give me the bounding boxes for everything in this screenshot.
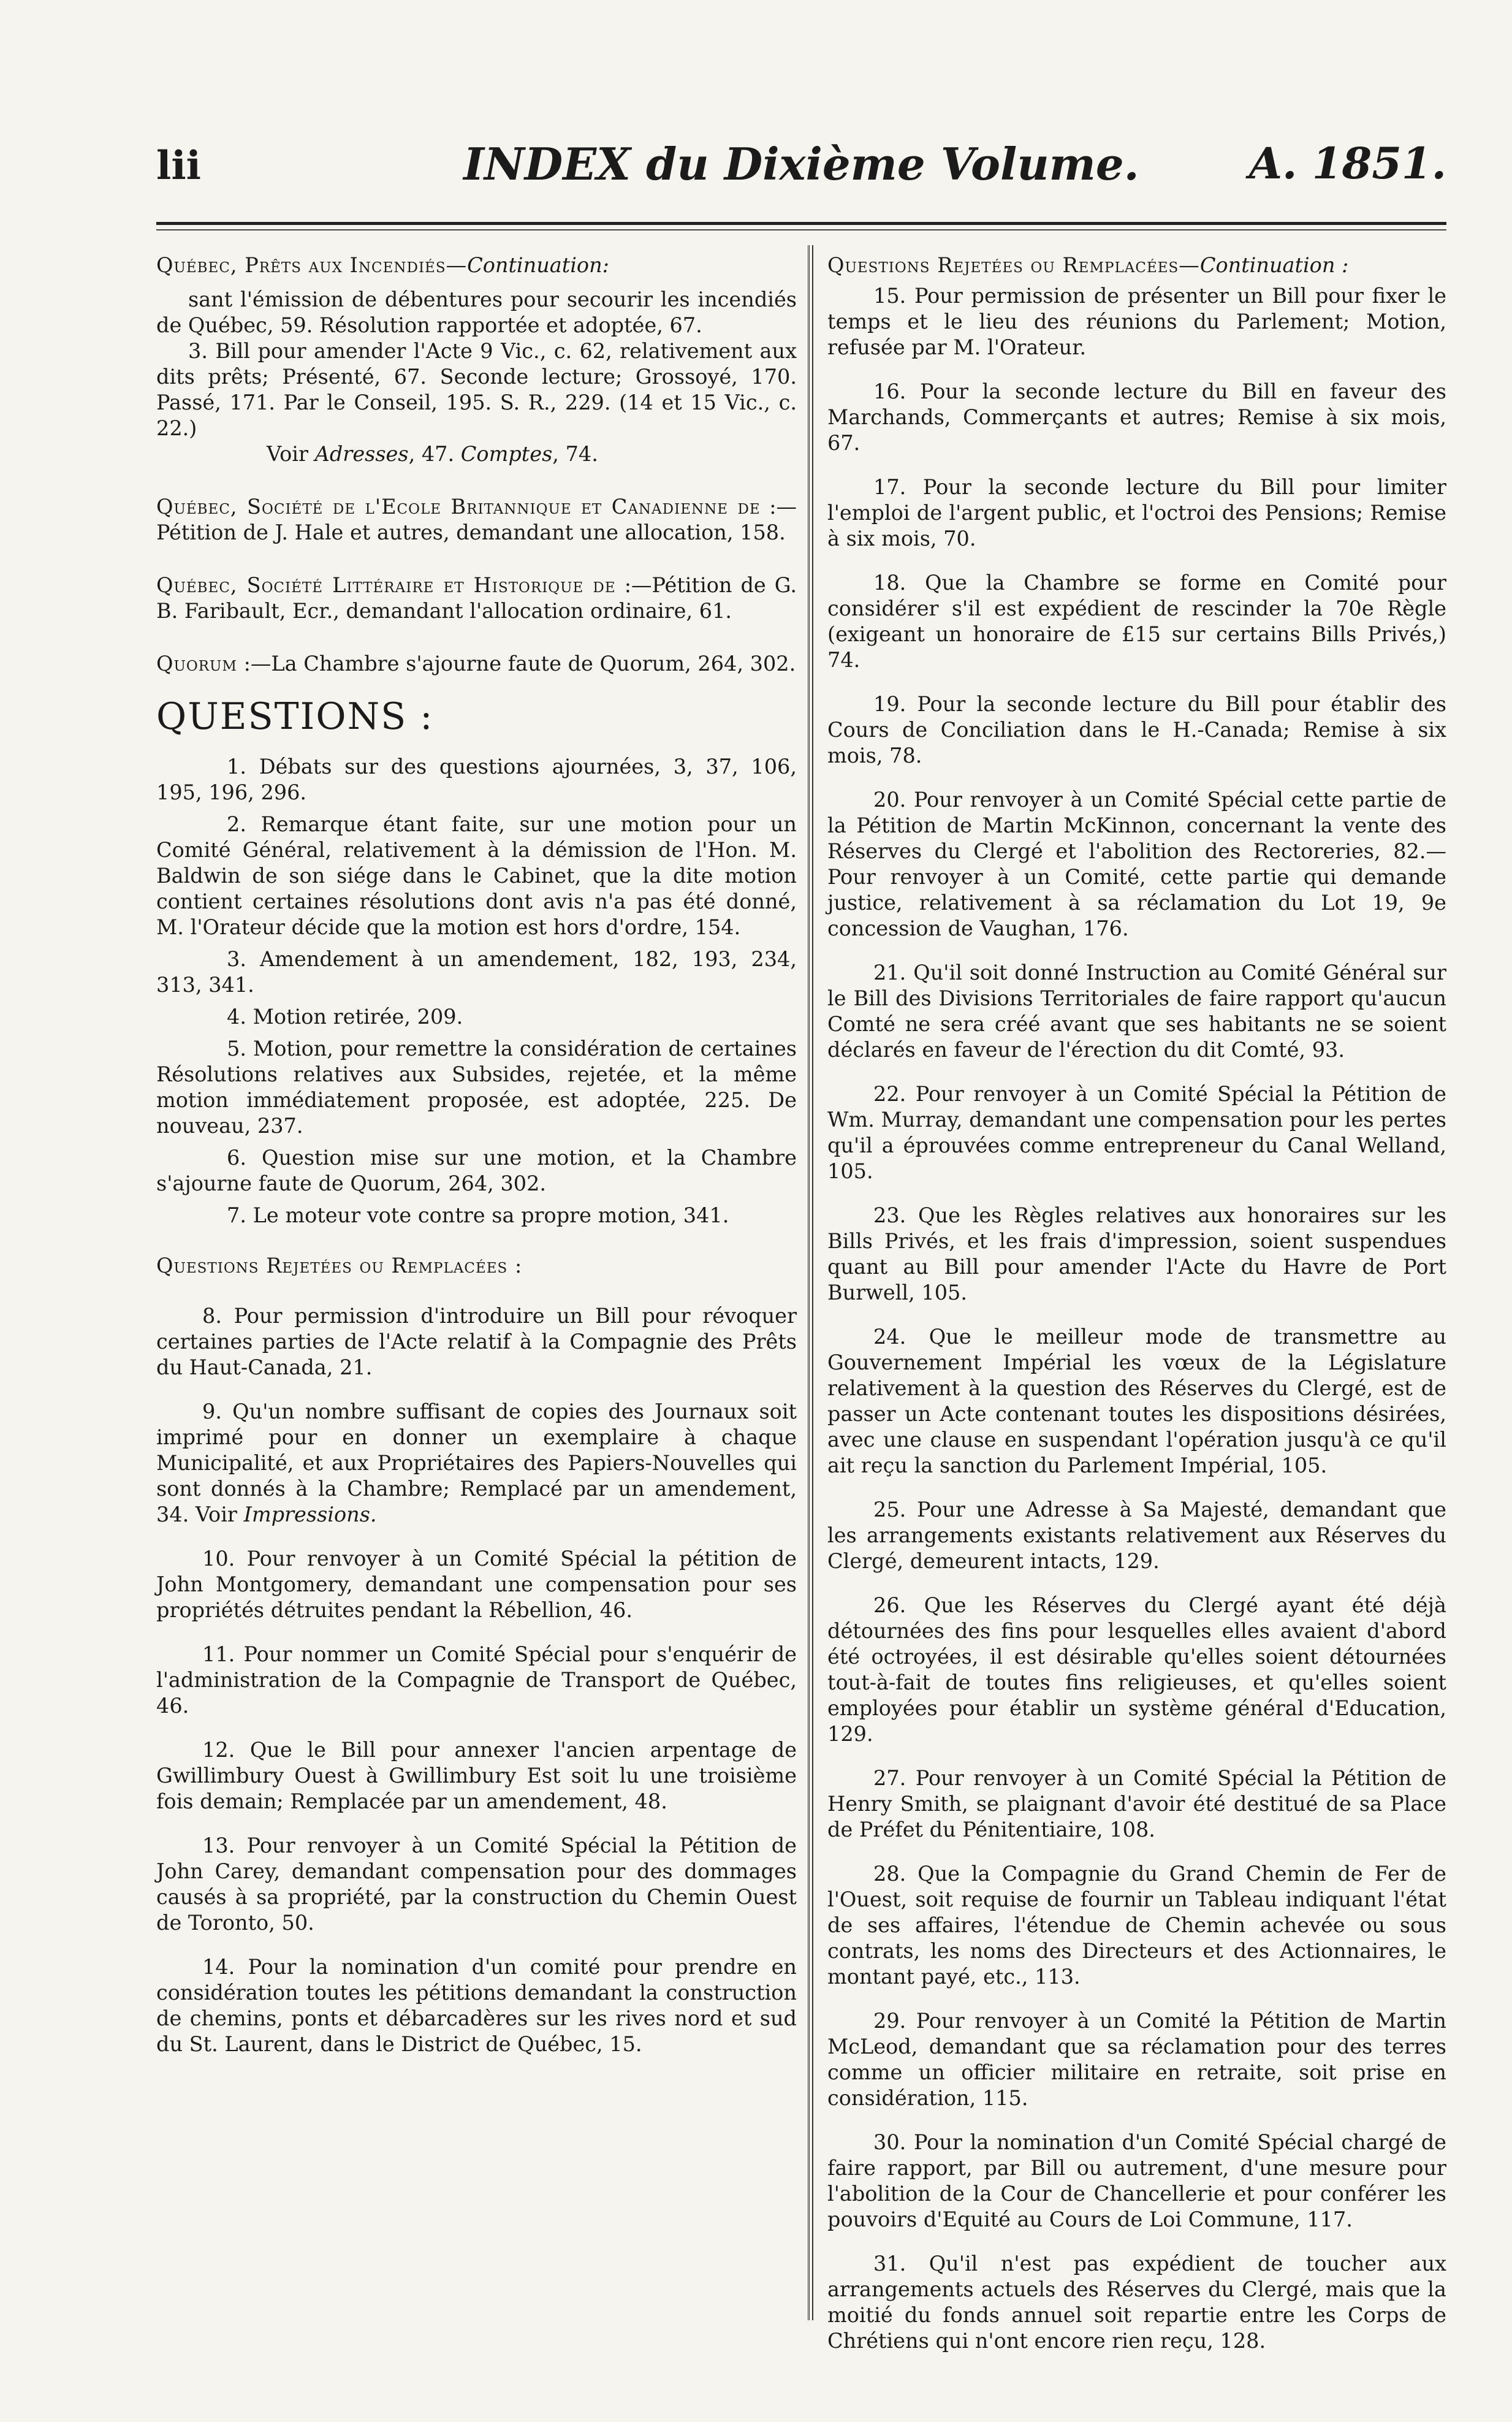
page-header — [156, 138, 1446, 193]
question-item: 2. Remarque étant faite, sur une motion pour un Comité Général, relativement à la démission de l'Hon. M. Baldwin de son siége dans le Cabinet, que la dite motion contient certaines résolutions dont avis n'a pas été donné, M. l'Orateur décide que la motion est hors d'ordre, 154. — [156, 812, 797, 939]
entry-heading: Québec, Société Littéraire et Historique de — [156, 573, 616, 597]
question-item: 23. Que les Règles relatives aux honoraires sur les Bills Privés, et les frais d'impression, soient suspendues quant au Bill pour amender l'Acte du Havre de Port Burwell, 105. — [827, 1203, 1446, 1304]
continuation-heading: Questions Rejetées ou Remplacées— — [827, 253, 1200, 277]
question-item: 17. Pour la seconde lecture du Bill pour limiter l'emploi de l'argent public, et l'octroi des Pensions; Remise à six mois, 70. — [827, 475, 1446, 550]
year: A. 1851. — [1248, 138, 1446, 189]
index-entry-quebec-prets — [156, 253, 797, 467]
question-item: 25. Pour une Adresse à Sa Majesté, demandant que les arrangements existants relativement aux Réserves du Clergé, demeurent intacts, 129. — [827, 1498, 1446, 1573]
index-entry-quorum — [156, 651, 797, 677]
question-item: 12. Que le Bill pour annexer l'ancien arpentage de Gwillimbury Ouest à Gwillimbury Est soit lu une troisième fois demain; Remplacée par un amendement, 48. — [156, 1738, 797, 1813]
question-item: 26. Que les Réserves du Clergé ayant été déjà détournées des fins pour lesquelles elles avaient d'abord été octroyées, il est désirable qu'elles soient détournées tout-à-fait de toutes fins religieuses, et qu'elles soient employées pour établir un système général d'Education, 129. — [827, 1593, 1446, 1746]
entry-heading: Quorum — [156, 652, 237, 676]
question-item: 10. Pour renvoyer à un Comité Spécial la pétition de John Montgomery, demandant une compensation pour ses propriétés détruites pendant la Rébellion, 46. — [156, 1547, 797, 1622]
question-item: 1. Débats sur des questions ajournées, 3, 37, 106, 195, 196, 296. — [156, 755, 797, 804]
question-item: 5. Motion, pour remettre la considération de certaines Résolutions relatives aux Subsides, rejetée, et la même motion immédiatement proposée, est adoptée, 225. De nouveau, 237. — [156, 1037, 797, 1138]
subsection-heading-rejetees: Questions Rejetées ou Remplacées : — [156, 1254, 523, 1278]
entry-text: 3. Bill pour amender l'Acte 9 Vic., c. 62, relativement aux dits prêts; Présenté, 67. Seconde lecture; Grossoyé, 170. Passé, 171. Par le Conseil, 195. S. R., 229. (14 et 15 Vic., c. 22.) — [156, 339, 797, 440]
question-item: 16. Pour la seconde lecture du Bill en faveur des Marchands, Commerçants et autres; Remise à six mois, 67. — [827, 379, 1446, 455]
section-heading-questions: QUESTIONS : — [156, 695, 434, 738]
page-number: lii — [156, 143, 201, 189]
column-divider — [808, 245, 813, 2320]
entry-text: :—La Chambre s'ajourne faute de Quorum, 264, 302. — [243, 652, 796, 676]
right-column — [827, 253, 1446, 2372]
entry-heading-continuation: Continuation: — [467, 253, 609, 277]
question-item: 11. Pour nommer un Comité Spécial pour s'enquérir de l'administration de la Compagnie de Transport de Québec, 46. — [156, 1642, 797, 1718]
entry-heading: Québec, Société de l'Ecole Britannique et Canadienne de — [156, 495, 761, 519]
entry-text: sant l'émission de débentures pour secourir les incendiés de Québec, 59. Résolution rapportée et adoptée, 67. — [156, 288, 797, 337]
header-rule — [156, 222, 1446, 225]
question-item: 27. Pour renvoyer à un Comité Spécial la Pétition de Henry Smith, se plaignant d'avoir été destitué de sa Place de Préfet du Pénitentiaire, 108. — [827, 1766, 1446, 1841]
question-item: 3. Amendement à un amendement, 182, 193, 234, 313, 341. — [156, 947, 797, 997]
entry-text: :—Pétition de J. Hale et autres, demandant une allocation, 158. — [156, 495, 797, 544]
question-item: 4. Motion retirée, 209. — [227, 1005, 463, 1029]
entry-text: :—Pétition de G. B. Faribault, Ecr., demandant l'allocation ordinaire, 61. — [156, 573, 797, 623]
question-item: 20. Pour renvoyer à un Comité Spécial cette partie de la Pétition de Martin McKinnon, concernant la vente des Réserves du Clergé et l'abolition des Rectoreries, 82.—Pour renvoyer à un Comité, cette partie qui demande justice, relativement à sa réclamation du Lot 19, 9e concession de Vaughan, 176. — [827, 788, 1446, 940]
question-item: 31. Qu'il n'est pas expédient de toucher aux arrangements actuels des Réserves du Clergé, mais que la moitié du fonds annuel soit repartie entre les Corps de Chrétiens qui n'ont encore rien reçu, 128. — [827, 2252, 1446, 2353]
question-item: 18. Que la Chambre se forme en Comité pour considérer s'il est expédient de rescinder la 70e Règle (exigeant un honoraire de £15 sur certains Bills Privés,) 74. — [827, 571, 1446, 672]
title-index: INDEX — [463, 138, 631, 190]
index-entry-ecole-britannique — [156, 494, 797, 546]
question-item: 22. Pour renvoyer à un Comité Spécial la Pétition de Wm. Murray, demandant une compensation pour les pertes qu'il a éprouvées comme entrepreneur du Canal Welland, 105. — [827, 1082, 1446, 1183]
index-entry-societe-litteraire — [156, 573, 797, 624]
see-also: Voir Adresses, 47. Comptes, 74. — [267, 442, 598, 466]
continuation-label: Continuation : — [1199, 253, 1349, 277]
question-item: 21. Qu'il soit donné Instruction au Comité Général sur le Bill des Divisions Territoriales de faire rapport qu'aucun Comté ne sera créé avant que ses habitants ne se soient déclarés en faveur de l'érection du dit Comté, 93. — [827, 961, 1446, 1062]
question-item: 30. Pour la nomination d'un Comité Spécial chargé de faire rapport, par Bill ou autrement, d'une mesure pour l'abolition de la Cour de Chancellerie et pour conférer les pouvoirs d'Equité au Cours de Loi Commune, 117. — [827, 2130, 1446, 2231]
question-item: 13. Pour renvoyer à un Comité Spécial la Pétition de John Carey, demandant compensation pour des dommages causés à sa propriété, par la construction du Chemin Ouest de Toronto, 50. — [156, 1834, 797, 1935]
left-column — [156, 253, 797, 2076]
question-item: 8. Pour permission d'introduire un Bill pour révoquer certaines parties de l'Acte relatif à la Compagnie des Prêts du Haut-Canada, 21. — [156, 1304, 797, 1379]
question-item: 14. Pour la nomination d'un comité pour prendre en considération toutes les pétitions demandant la construction de chemins, ponts et débarcadères sur les rives nord et sud du St. Laurent, dans le District de Québec, 15. — [156, 1955, 797, 2056]
question-item: 6. Question mise sur une motion, et la Chambre s'ajourne faute de Quorum, 264, 302. — [156, 1146, 797, 1195]
title-volume: du Dixième Volume. — [630, 138, 1139, 190]
question-item: 28. Que la Compagnie du Grand Chemin de Fer de l'Ouest, soit requise de fournir un Tableau indiquant l'état de ses affaires, l'étendue de Chemin achevée ou sous contrats, les noms des Directeurs et des Actionnaires, le montant payé, etc., 113. — [827, 1862, 1446, 1989]
question-item: 19. Pour la seconde lecture du Bill pour établir des Cours de Conciliation dans le H.-Canada; Remise à six mois, 78. — [827, 692, 1446, 767]
question-item: 29. Pour renvoyer à un Comité la Pétition de Martin McLeod, demandant que sa réclamation pour des terres comme un officier militaire en retraite, soit prise en considération, 115. — [827, 2009, 1446, 2110]
header-rule-thin — [156, 229, 1446, 230]
question-item: 7. Le moteur vote contre sa propre motion, 341. — [227, 1203, 729, 1227]
entry-heading: Québec, Prêts aux Incendiés— — [156, 253, 468, 277]
question-item: 15. Pour permission de présenter un Bill pour fixer le temps et le lieu des réunions du Parlement; Motion, refusée par M. l'Orateur. — [827, 284, 1446, 359]
question-item: 24. Que le meilleur mode de transmettre au Gouvernement Impérial les vœux de la Législature relativement à la question des Réserves du Clergé, est de passer un Acte contenant toutes les dispositions désirées, avec une clause en suspendant l'opération jusqu'à ce qu'il ait reçu la sanction du Parlement Impérial, 105. — [827, 1325, 1446, 1477]
question-item: 9. Qu'un nombre suffisant de copies des Journaux soit imprimé pour en donner un exemplaire à chaque Municipalité, et aux Propriétaires des Papiers-Nouvelles qui sont donnés à la Chambre; Remplacé par un amendement, 34. Voir Impressions. — [156, 1400, 797, 1526]
